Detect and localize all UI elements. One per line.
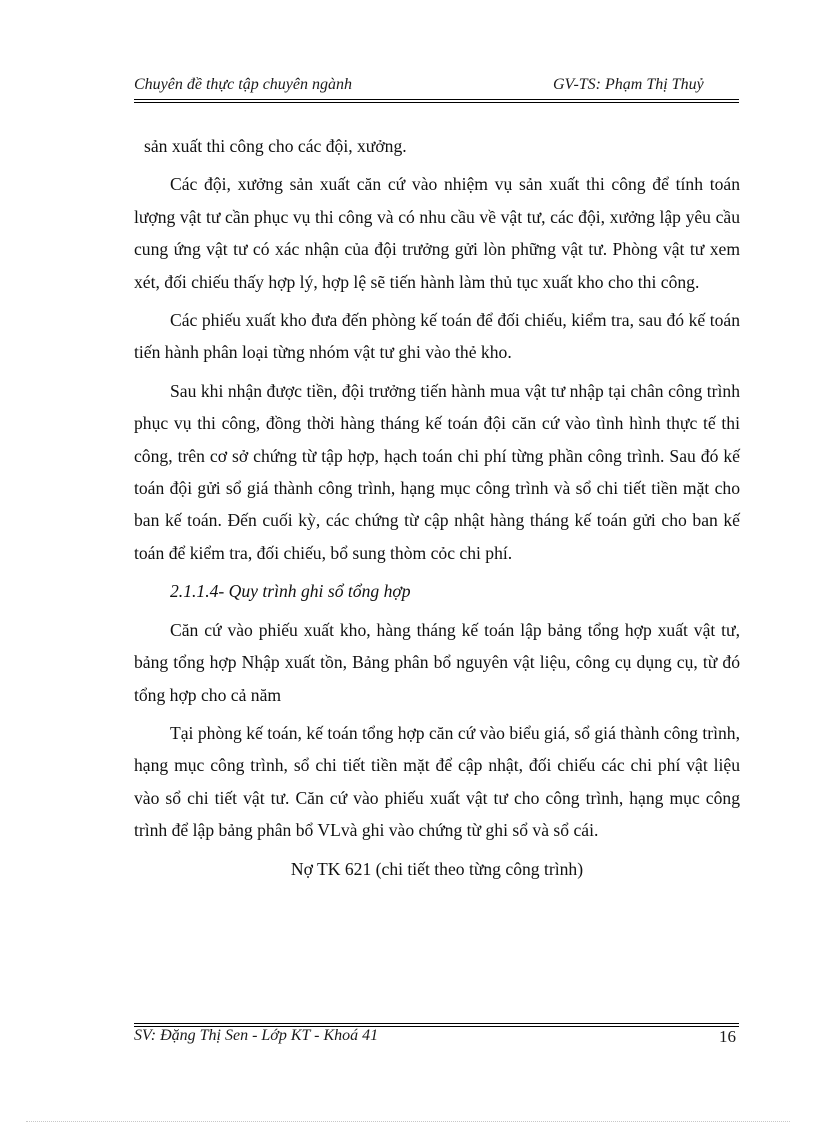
account-entry: Nợ TK 621 (chi tiết theo từng công trình) [290,858,584,879]
paragraph: Các phiếu xuất kho đưa đến phòng kế toán để đối chiếu, kiểm tra, sau đó kế toán tiến hành phân loại từng nhóm vật tư ghi vào thẻ kho. [134,310,740,363]
page-number: 16 [719,1027,736,1046]
paragraph: Sau khi nhận được tiền, đội trưởng tiến hành mua vật tư nhập tại chân công trình phục vụ thi công, đồng thời hàng tháng kế toán đội căn cứ vào tình hình thực tế thi công, trên cơ sở chứng từ tập hợp, hạch toán chi phí từng phần công trình. Sau đó kế toán đội gửi sổ giá thành công trình, hạng mục công trình và sổ chi tiết tiền mặt cho ban kế toán. Đến cuối kỳ, các chứng từ cập nhật hàng tháng kế toán gửi cho ban kế toán để kiểm tra, đối chiếu, bổ sung thòm cỏc chi phí. [134,380,740,563]
footer-student: SV: Đặng Thị Sen - Lớp KT - Khoá 41 [134,1027,379,1044]
header-divider [134,99,739,103]
page-edge-divider [26,1121,790,1122]
paragraph: Các đội, xưởng sản xuất căn cứ vào nhiệm vụ sản xuất thi công để tính toán lượng vật tư cần phục vụ thi công và có nhu cầu về vật tư, các đội, xưởng lập yêu cầu cung ứng vật tư có xác nhận của đội trưởng gửi lòn phững vật tư. Phòng vật tư xem xét, đối chiếu thấy hợp lý, hợp lệ sẽ tiến hành làm thủ tục xuất kho cho thi công. [134,174,740,292]
paragraph: Tại phòng kế toán, kế toán tổng hợp căn cứ vào biểu giá, sổ giá thành công trình, hạng mục công trình, sổ chi tiết tiền mặt để cập nhật, đối chiếu các chi phí vật liệu vào sổ chi tiết vật tư. Căn cứ vào phiếu xuất vật tư cho công trình, hạng mục công trình để lập bảng phân bổ VLvà ghi vào chứng từ ghi sổ và sổ cái. [134,722,740,841]
document-body [134,130,740,891]
header-instructor: GV-TS: Phạm Thị Thuỷ [553,76,704,93]
paragraph: Căn cứ vào phiếu xuất kho, hàng tháng kế toán lập bảng tổng hợp xuất vật tư, bảng tổng hợp Nhập xuất tồn, Bảng phân bổ nguyên vật liệu, công cụ dụng cụ, từ đó tổng hợp cho cả năm [134,619,740,705]
section-heading: 2.1.1.4- Quy trình ghi sổ tổng hợp [170,581,411,602]
paragraph: sản xuất thi công cho các đội, xưởng. [144,136,407,156]
header-title: Chuyên đề thực tập chuyên ngành [134,76,352,93]
